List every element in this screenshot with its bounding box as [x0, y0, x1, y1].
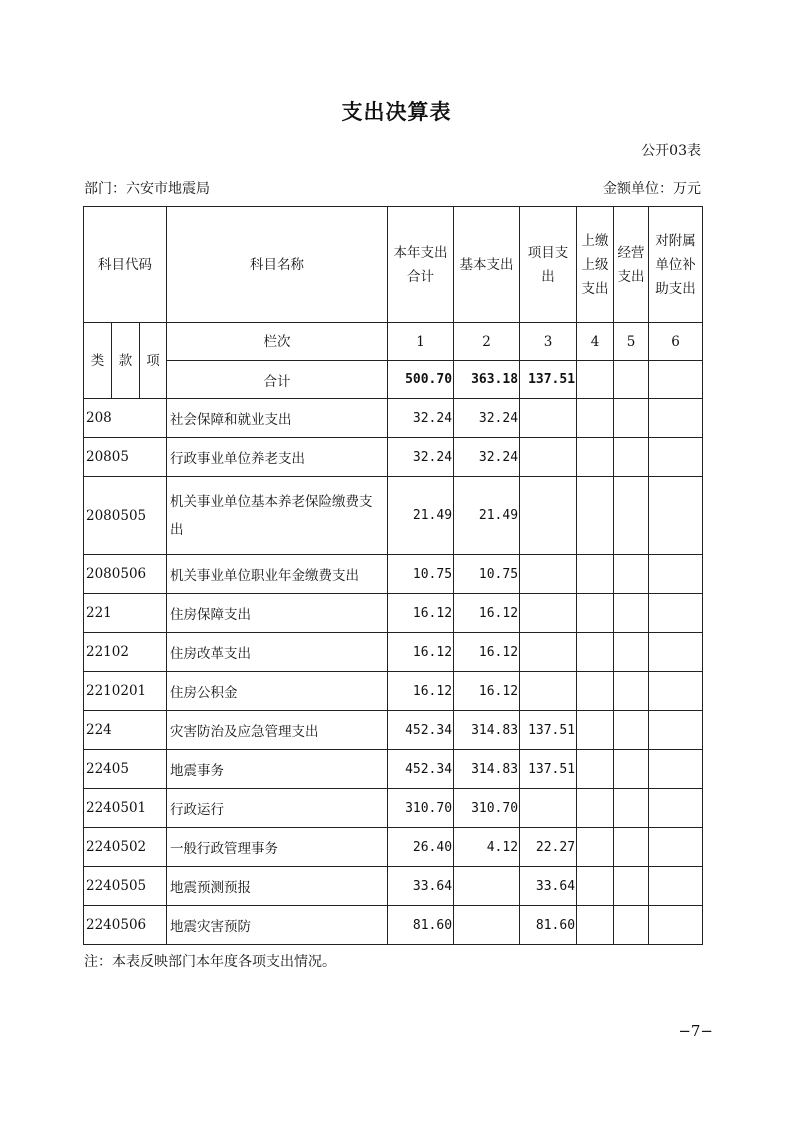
row-col3: 81.60	[520, 906, 577, 945]
row-col2: 21.49	[454, 477, 520, 555]
total-col1: 500.70	[388, 361, 454, 399]
header-col5: 经营支出	[614, 207, 649, 323]
row-col3	[520, 594, 577, 633]
footnote: 注：本表反映部门本年度各项支出情况。	[84, 954, 336, 970]
row-col2	[454, 906, 520, 945]
row-col4	[577, 828, 614, 867]
row-col3	[520, 633, 577, 672]
row-col2: 16.12	[454, 672, 520, 711]
row-col4	[577, 477, 614, 555]
row-name: 住房改革支出	[167, 633, 388, 672]
column-number-2: 2	[454, 323, 520, 361]
row-col5	[614, 750, 649, 789]
row-col1: 81.60	[388, 906, 454, 945]
row-col4	[577, 672, 614, 711]
row-col1: 21.49	[388, 477, 454, 555]
row-code: 2080505	[84, 477, 167, 555]
table-row	[84, 867, 703, 906]
row-col1: 16.12	[388, 672, 454, 711]
row-col1: 452.34	[388, 750, 454, 789]
row-col2: 314.83	[454, 750, 520, 789]
row-col5	[614, 828, 649, 867]
total-col3: 137.51	[520, 361, 577, 399]
expenditure-table	[83, 206, 703, 945]
row-name: 行政事业单位养老支出	[167, 438, 388, 477]
row-col1: 32.24	[388, 438, 454, 477]
column-number-1: 1	[388, 323, 454, 361]
row-name: 地震灾害预防	[167, 906, 388, 945]
row-col3: 137.51	[520, 750, 577, 789]
row-col1: 16.12	[388, 633, 454, 672]
table-row	[84, 399, 703, 438]
table-row	[84, 672, 703, 711]
table-row	[84, 438, 703, 477]
row-code: 2080506	[84, 555, 167, 594]
row-code: 2240502	[84, 828, 167, 867]
row-name: 地震预测预报	[167, 867, 388, 906]
row-name: 地震事务	[167, 750, 388, 789]
row-col6	[649, 789, 703, 828]
row-col3	[520, 555, 577, 594]
row-col6	[649, 906, 703, 945]
row-col4	[577, 399, 614, 438]
row-code: 2240506	[84, 906, 167, 945]
header-lanci: 栏次	[167, 323, 388, 361]
table-row	[84, 711, 703, 750]
table-row	[84, 555, 703, 594]
row-col6	[649, 750, 703, 789]
header-xiang: 项	[140, 323, 167, 399]
department-label: 部门：六安市地震局	[84, 181, 210, 197]
row-col6	[649, 828, 703, 867]
column-number-5: 5	[614, 323, 649, 361]
total-label: 合计	[167, 361, 388, 399]
header-code: 科目代码	[84, 207, 167, 323]
row-col5	[614, 867, 649, 906]
row-col4	[577, 906, 614, 945]
row-col2: 4.12	[454, 828, 520, 867]
header-row	[84, 207, 703, 323]
row-col5	[614, 594, 649, 633]
row-col1: 33.64	[388, 867, 454, 906]
row-col4	[577, 633, 614, 672]
row-col2: 16.12	[454, 594, 520, 633]
header-name: 科目名称	[167, 207, 388, 323]
total-col5	[614, 361, 649, 399]
total-col2: 363.18	[454, 361, 520, 399]
row-col2	[454, 867, 520, 906]
row-col5	[614, 711, 649, 750]
row-col4	[577, 711, 614, 750]
row-col3	[520, 477, 577, 555]
table-row	[84, 633, 703, 672]
column-number-4: 4	[577, 323, 614, 361]
row-col4	[577, 867, 614, 906]
header-col6: 对附属单位补助支出	[649, 207, 703, 323]
row-code: 2210201	[84, 672, 167, 711]
row-name: 机关事业单位职业年金缴费支出	[167, 555, 388, 594]
row-col5	[614, 477, 649, 555]
row-col5	[614, 906, 649, 945]
row-code: 2240505	[84, 867, 167, 906]
header-col4: 上缴上级支出	[577, 207, 614, 323]
row-col5	[614, 438, 649, 477]
row-col6	[649, 438, 703, 477]
row-code: 20805	[84, 438, 167, 477]
row-name: 机关事业单位基本养老保险缴费支出	[167, 477, 388, 555]
row-col4	[577, 555, 614, 594]
row-col4	[577, 789, 614, 828]
row-name: 一般行政管理事务	[167, 828, 388, 867]
row-name: 灾害防治及应急管理支出	[167, 711, 388, 750]
row-col2: 32.24	[454, 399, 520, 438]
row-col3: 137.51	[520, 711, 577, 750]
form-number: 公开03表	[641, 143, 701, 159]
row-col5	[614, 789, 649, 828]
table-row	[84, 477, 703, 555]
header-col1: 本年支出合计	[388, 207, 454, 323]
header-col3: 项目支出	[520, 207, 577, 323]
table-row	[84, 594, 703, 633]
row-col2: 314.83	[454, 711, 520, 750]
row-name: 住房公积金	[167, 672, 388, 711]
header-lei: 类	[84, 323, 112, 399]
header-kuan: 款	[112, 323, 140, 399]
row-col6	[649, 711, 703, 750]
column-number-3: 3	[520, 323, 577, 361]
row-col6	[649, 555, 703, 594]
header-col2: 基本支出	[454, 207, 520, 323]
amount-unit-label: 金额单位：万元	[603, 181, 701, 197]
table-row	[84, 789, 703, 828]
row-name: 社会保障和就业支出	[167, 399, 388, 438]
row-col2: 32.24	[454, 438, 520, 477]
column-number-6: 6	[649, 323, 703, 361]
row-col6	[649, 594, 703, 633]
total-col4	[577, 361, 614, 399]
page-title: 支出决算表	[341, 100, 452, 124]
row-col4	[577, 750, 614, 789]
row-col3	[520, 438, 577, 477]
row-col5	[614, 672, 649, 711]
row-col5	[614, 633, 649, 672]
row-col6	[649, 867, 703, 906]
row-col6	[649, 633, 703, 672]
row-col3	[520, 399, 577, 438]
row-name: 住房保障支出	[167, 594, 388, 633]
total-row	[84, 361, 703, 399]
column-number-row	[84, 323, 703, 361]
row-col3: 22.27	[520, 828, 577, 867]
row-col1: 10.75	[388, 555, 454, 594]
row-col1: 452.34	[388, 711, 454, 750]
row-code: 208	[84, 399, 167, 438]
row-code: 224	[84, 711, 167, 750]
table-row	[84, 750, 703, 789]
row-col1: 32.24	[388, 399, 454, 438]
row-col1: 26.40	[388, 828, 454, 867]
row-col3: 33.64	[520, 867, 577, 906]
row-col5	[614, 399, 649, 438]
row-code: 2240501	[84, 789, 167, 828]
row-code: 221	[84, 594, 167, 633]
page-number: −7−	[678, 1022, 713, 1040]
row-code: 22102	[84, 633, 167, 672]
row-col5	[614, 555, 649, 594]
row-col1: 16.12	[388, 594, 454, 633]
table-row	[84, 906, 703, 945]
row-col1: 310.70	[388, 789, 454, 828]
row-name: 行政运行	[167, 789, 388, 828]
row-col6	[649, 672, 703, 711]
row-col6	[649, 477, 703, 555]
row-col3	[520, 789, 577, 828]
row-col3	[520, 672, 577, 711]
row-col2: 10.75	[454, 555, 520, 594]
row-col4	[577, 594, 614, 633]
row-code: 22405	[84, 750, 167, 789]
row-col2: 16.12	[454, 633, 520, 672]
row-col4	[577, 438, 614, 477]
total-col6	[649, 361, 703, 399]
row-col6	[649, 399, 703, 438]
table-row	[84, 828, 703, 867]
row-col2: 310.70	[454, 789, 520, 828]
